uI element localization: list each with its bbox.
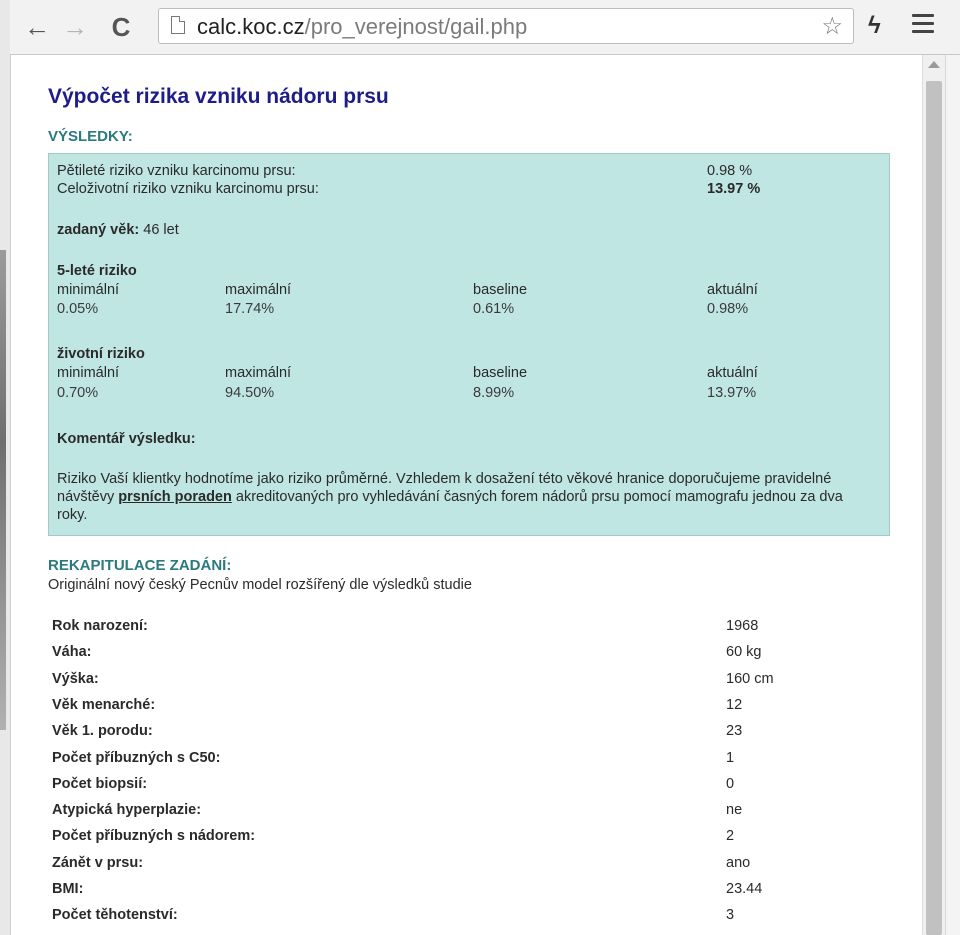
param-label: BMI: [52, 881, 84, 897]
param-label: Zánět v prsu: [52, 854, 144, 871]
lifetime-max-value: 94.50% [225, 385, 275, 401]
param-row [52, 907, 852, 933]
param-label: Věk menarché: [52, 696, 156, 713]
param-label: Atypická hyperplazie: [52, 802, 202, 819]
param-value: 160 cm [726, 670, 774, 687]
age-value: 46 let [143, 222, 179, 238]
lifetime-col-baseline: baseline [473, 365, 528, 381]
reload-icon[interactable]: C [111, 11, 131, 42]
param-row [52, 855, 852, 881]
results-box [48, 153, 890, 536]
vertical-scrollbar[interactable] [922, 55, 945, 935]
param-row [52, 828, 852, 854]
param-value: 0 [726, 775, 735, 792]
five-year-max-value: 17.74% [225, 301, 275, 317]
lifetime-col-max: maximální [225, 365, 292, 381]
comment-heading: Komentář výsledku: [57, 431, 196, 447]
page-title: Výpočet rizika vzniku nádoru prsu [48, 85, 389, 108]
url-host: calc.koc.cz [197, 14, 305, 39]
recap-subtitle: Originální nový český Pecnův model rozšířený dle výsledků studie [48, 577, 472, 593]
param-value: 60 kg [726, 644, 762, 661]
extension-bolt-icon[interactable]: ϟ [868, 12, 881, 39]
param-row [52, 723, 852, 749]
lifetime-block-heading: životní riziko [57, 346, 145, 362]
param-row [52, 697, 852, 723]
param-label: Počet příbuzných s C50: [52, 749, 221, 766]
five-year-col-max: maximální [225, 282, 292, 298]
param-label: Počet příbuzných s nádorem: [52, 828, 256, 845]
window-left-edge [0, 0, 11, 935]
param-row [52, 644, 852, 670]
menu-icon[interactable] [912, 14, 934, 38]
comment-text [57, 470, 857, 524]
comment-text-part2: akreditovaných pro vyhledávání časných forem nádorů prsu pomocí mamografu jednou za dva roky. [57, 489, 843, 523]
age-row [57, 222, 179, 238]
param-label: Počet biopsií: [52, 775, 148, 792]
browser-toolbar [10, 0, 960, 55]
param-row [52, 776, 852, 802]
param-value: 23.44 [726, 881, 763, 897]
param-value: 12 [726, 696, 743, 713]
five-year-current-value: 0.98% [707, 301, 749, 317]
lifetime-col-min: minimální [57, 365, 120, 381]
param-row [52, 750, 852, 776]
scroll-thumb[interactable] [926, 81, 942, 935]
five-year-block-heading: 5-leté riziko [57, 263, 137, 279]
param-label: Váha: [52, 644, 92, 661]
param-row [52, 881, 852, 907]
param-row [52, 802, 852, 828]
lifetime-min-value: 0.70% [57, 385, 99, 401]
five-year-baseline-value: 0.61% [473, 301, 515, 317]
param-label: Výška: [52, 670, 99, 687]
page-icon [171, 16, 185, 34]
url-path: /pro_verejnost/gail.php [304, 14, 528, 39]
comment-text-part1: Riziko Vaší klientky hodnotíme jako riziko průměrné. Vzhledem k dosažení této věkové hranice doporučujeme pravidelné návštěvy [57, 471, 832, 505]
param-value: 23 [726, 723, 743, 740]
five-year-min-value: 0.05% [57, 301, 99, 317]
param-value: 1 [726, 749, 735, 766]
param-value: ne [726, 802, 743, 819]
param-row [52, 671, 852, 697]
breast-clinics-link[interactable]: prsních poraden [118, 489, 232, 505]
lifetime-current-value: 13.97% [707, 385, 757, 401]
lifetime-col-current: aktuální [707, 365, 758, 381]
five-year-risk-value: 0.98 % [707, 163, 753, 179]
param-label: Počet těhotenství: [52, 907, 178, 924]
age-label: zadaný věk: [57, 222, 140, 238]
lifetime-baseline-value: 8.99% [473, 385, 515, 401]
desktop-shadow [0, 250, 6, 730]
window-right-edge [945, 55, 960, 935]
results-heading: VÝSLEDKY: [48, 128, 133, 145]
param-value: 2 [726, 828, 735, 845]
forward-arrow-icon[interactable]: → [62, 11, 88, 42]
scroll-up-arrow-icon[interactable] [928, 61, 940, 68]
address-bar[interactable] [158, 8, 854, 44]
param-value: ano [726, 854, 751, 871]
five-year-col-min: minimální [57, 282, 120, 298]
five-year-risk-label: Pětileté riziko vzniku karcinomu prsu: [57, 163, 296, 179]
lifetime-risk-label: Celoživotní riziko vzniku karcinomu prsu: [57, 181, 319, 197]
param-label: Věk 1. porodu: [52, 723, 153, 740]
five-year-col-current: aktuální [707, 282, 758, 298]
param-value: 3 [726, 907, 735, 924]
param-row [52, 618, 852, 644]
page-content [48, 55, 890, 935]
url-text[interactable] [197, 14, 527, 40]
param-label: Rok narození: [52, 618, 148, 634]
param-value: 1968 [726, 618, 759, 634]
bookmark-star-icon[interactable]: ☆ [821, 13, 843, 40]
five-year-col-baseline: baseline [473, 282, 528, 298]
back-arrow-icon[interactable]: ← [24, 11, 50, 42]
lifetime-risk-value: 13.97 % [707, 181, 761, 197]
recap-heading: REKAPITULACE ZADÁNÍ: [48, 557, 232, 574]
